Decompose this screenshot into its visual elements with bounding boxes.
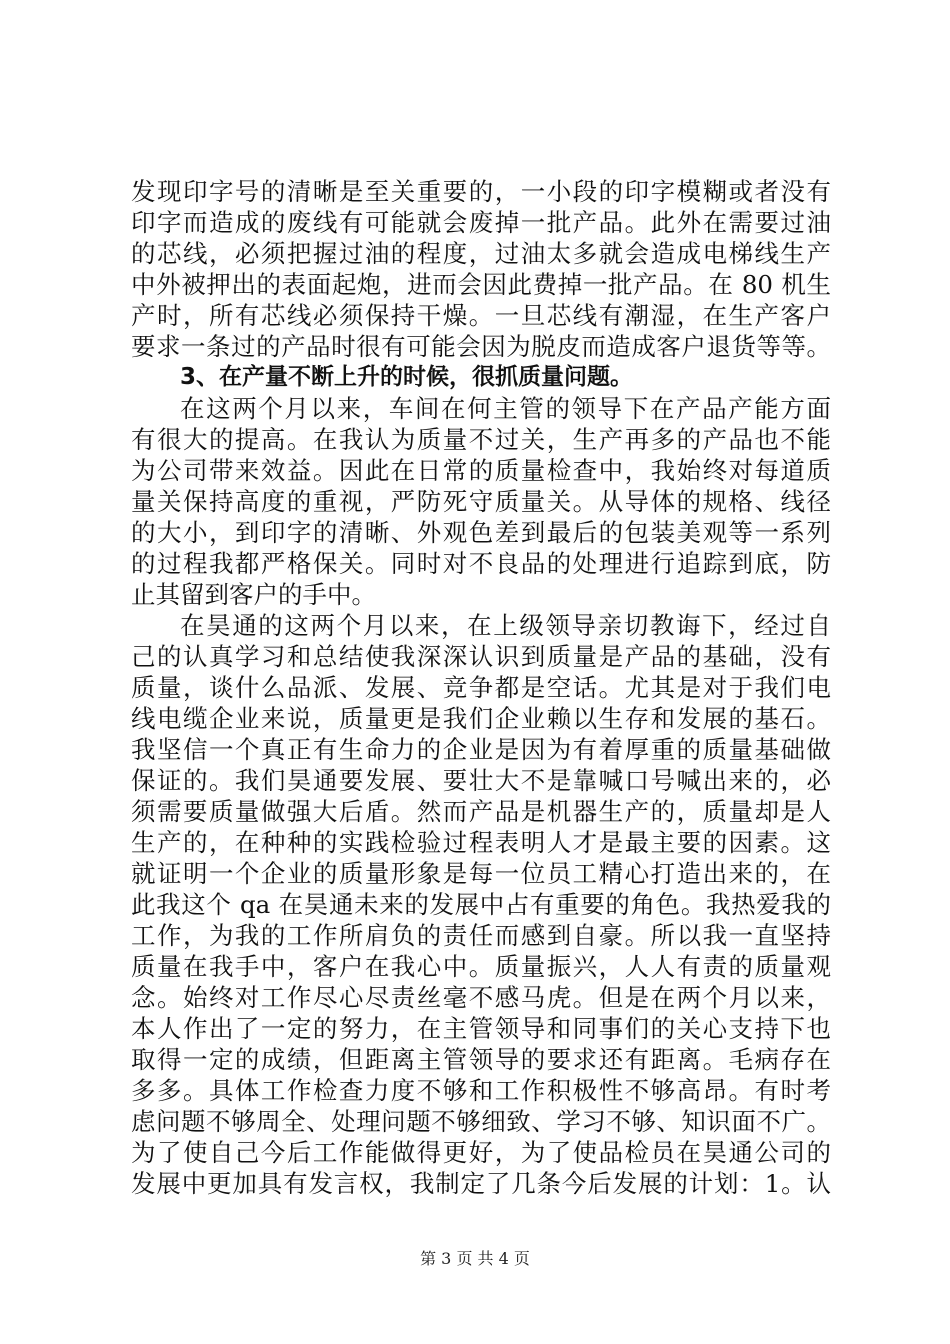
- text-line: 发展中更加具有发言权，我制定了几条今后发展的计划：1。认: [131, 1169, 831, 1198]
- text-line: 须需要质量做强大后盾。然而产品是机器生产的，质量却是人: [131, 797, 831, 826]
- text-line: 印字而造成的废线有可能就会废掉一批产品。此外在需要过油: [131, 208, 831, 237]
- text-line: 念。始终对工作尽心尽责丝毫不感马虎。但是在两个月以来，: [131, 983, 831, 1012]
- text-line: 质量在我手中，客户在我心中。质量振兴，人人有责的质量观: [131, 952, 831, 981]
- text-line: 我坚信一个真正有生命力的企业是因为有着厚重的质量基础做: [131, 735, 831, 764]
- text-line: 取得一定的成绩，但距离主管领导的要求还有距离。毛病存在: [131, 1045, 831, 1074]
- text-line: 的芯线，必须把握过油的程度，过油太多就会造成电梯线生产: [131, 239, 831, 268]
- text-line: 工作，为我的工作所肩负的责任而感到自豪。所以我一直坚持: [131, 921, 831, 950]
- text-line: 在昊通的这两个月以来，在上级领导亲切教诲下，经过自: [180, 611, 831, 640]
- text-line: 在这两个月以来，车间在何主管的领导下在产品产能方面: [180, 394, 831, 423]
- text-line: 的大小，到印字的清晰、外观色差到最后的包装美观等一系列: [131, 518, 831, 547]
- text-line: 虑问题不够周全、处理问题不够细致、学习不够、知识面不广。: [131, 1107, 831, 1136]
- document-body: [131, 176, 831, 1199]
- text-line: 为了使自己今后工作能做得更好，为了使品检员在昊通公司的: [131, 1138, 831, 1167]
- section-heading: 3、在产量不断上升的时候，很抓质量问题。: [180, 364, 634, 390]
- text-line: 为公司带来效益。因此在日常的质量检查中，我始终对每道质: [131, 456, 831, 485]
- text-line: 己的认真学习和总结使我深深认识到质量是产品的基础，没有: [131, 642, 831, 671]
- text-line: 本人作出了一定的努力，在主管领导和同事们的关心支持下也: [131, 1014, 831, 1043]
- text-line: 的过程我都严格保关。同时对不良品的处理进行追踪到底，防: [131, 549, 831, 578]
- text-line: 就证明一个企业的质量形象是每一位员工精心打造出来的，在: [131, 859, 831, 888]
- paragraph-continued: [131, 176, 831, 362]
- text-line: 保证的。我们昊通要发展、要壮大不是靠喊口号喊出来的，必: [131, 766, 831, 795]
- text-line: 中外被押出的表面起炮，进而会因此费掉一批产品。在 80 机生: [131, 270, 831, 299]
- text-line: 生产的，在种种的实践检验过程表明人才是最主要的因素。这: [131, 828, 831, 857]
- text-line: 要求一条过的产品时很有可能会因为脱皮而造成客户退货等等。: [131, 332, 831, 361]
- text-line: 发现印字号的清晰是至关重要的，一小段的印字模糊或者没有: [131, 177, 831, 206]
- text-line: 多多。具体工作检查力度不够和工作积极性不够高昂。有时考: [131, 1076, 831, 1105]
- text-line: 有很大的提高。在我认为质量不过关，生产再多的产品也不能: [131, 425, 831, 454]
- text-line: 量关保持高度的重视，严防死守质量关。从导体的规格、线径: [131, 487, 831, 516]
- text-line: 止其留到客户的手中。: [131, 580, 376, 609]
- text-line: 线电缆企业来说，质量更是我们企业赖以生存和发展的基石。: [131, 704, 831, 733]
- paragraph-quality-focus: [131, 393, 831, 610]
- paragraph-reflection: [131, 610, 831, 1199]
- text-line: 产时，所有芯线必须保持干燥。一旦芯线有潮湿，在生产客户: [131, 301, 831, 330]
- text-line: 质量，谈什么品派、发展、竞争都是空话。尤其是对于我们电: [131, 673, 831, 702]
- page-footer: 第 3 页 共 4 页: [420, 1249, 530, 1268]
- text-line: 此我这个 qa 在昊通未来的发展中占有重要的角色。我热爱我的: [131, 890, 831, 919]
